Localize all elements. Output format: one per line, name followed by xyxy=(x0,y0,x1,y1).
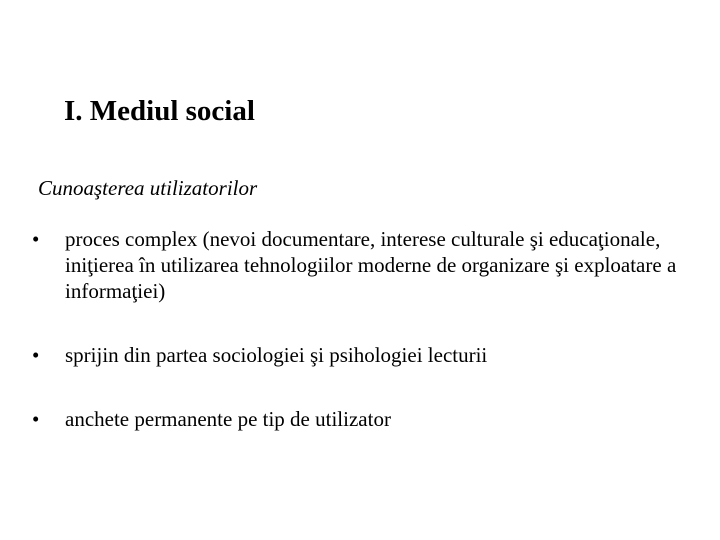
bullet-item xyxy=(32,406,692,432)
bullet-text: sprijin din partea sociologiei şi psihologiei lecturii xyxy=(65,343,488,367)
slide-subtitle: Cunoaşterea utilizatorilor xyxy=(38,176,258,200)
bullet-item xyxy=(32,226,692,304)
bullet-icon: • xyxy=(32,343,40,367)
bullet-icon: • xyxy=(32,227,40,251)
bullet-icon: • xyxy=(32,407,40,431)
bullet-item xyxy=(32,342,692,368)
bullet-text: anchete permanente pe tip de utilizator xyxy=(65,407,391,431)
bullet-text: proces complex (nevoi documentare, interese culturale şi educaţionale, iniţierea în utilizarea tehnologiilor moderne de organizare şi exploatare a informaţiei) xyxy=(65,227,677,303)
slide-title: I. Mediul social xyxy=(64,95,255,127)
bullet-list xyxy=(32,226,692,432)
